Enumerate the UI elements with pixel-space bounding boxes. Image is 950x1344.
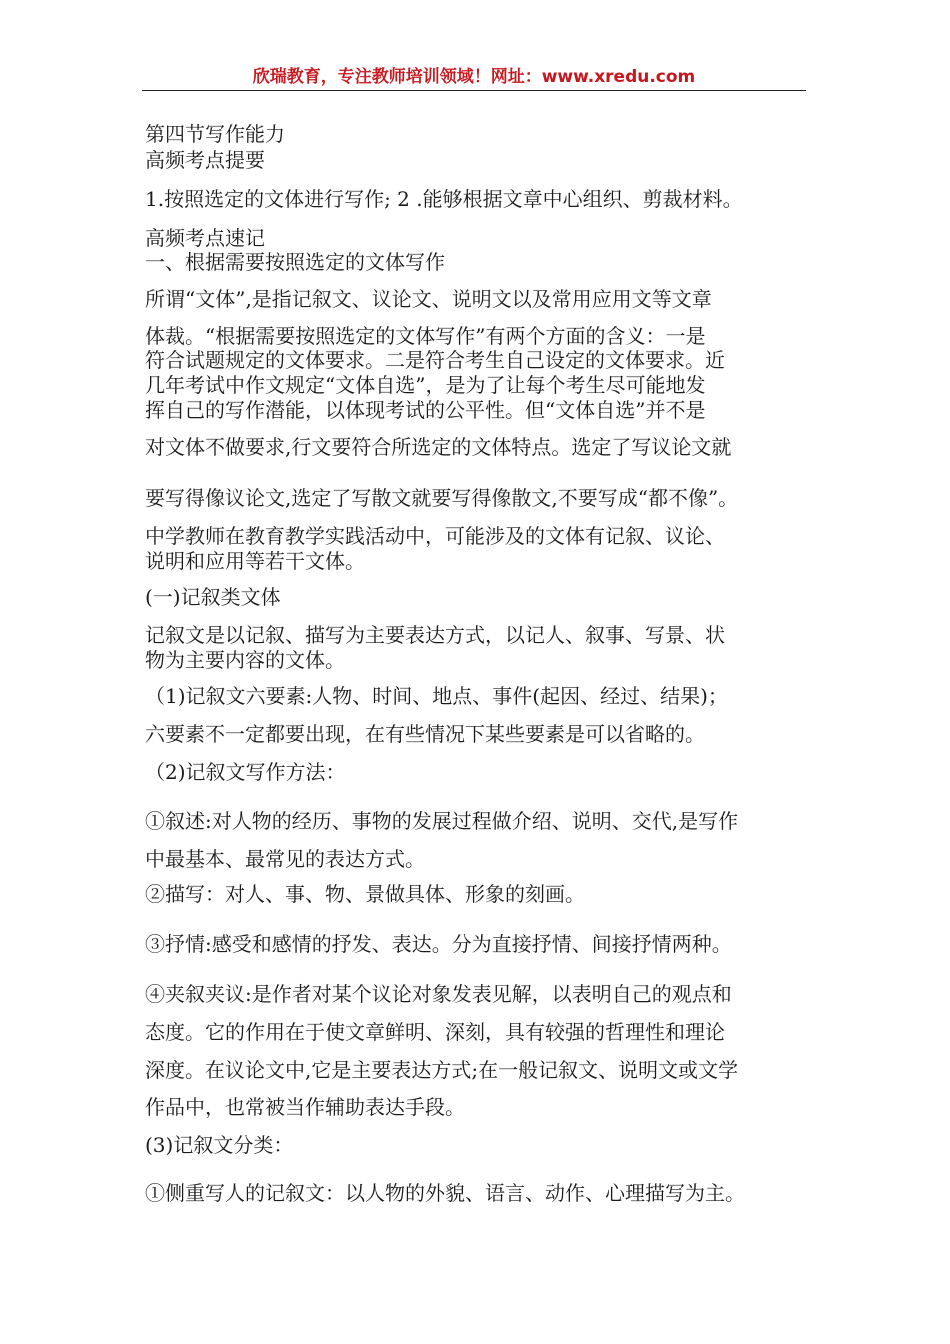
text-line: 要写得像议论文,选定了写散文就要写得像散文,不要写成“都不像”。: [145, 486, 739, 510]
subheading: 高频考点提要: [145, 148, 265, 172]
subheading: （2)记叙文写作方法：: [145, 760, 346, 784]
text-line: ①侧重写人的记叙文：以人物的外貌、语言、动作、心理描写为主。: [145, 1181, 745, 1205]
text-line: 对文体不做要求,行文要符合所选定的文体特点。选定了写议论文就: [145, 435, 732, 459]
text-line: 深度。在议论文中,它是主要表达方式;在一般记叙文、说明文或文学: [145, 1058, 739, 1082]
text-line: 体裁。“根据需要按照选定的文体写作”有两个方面的含义：一是: [145, 324, 706, 348]
text-line: 中最基本、最常见的表达方式。: [145, 847, 425, 871]
text-line: 符合试题规定的文体要求。二是符合考生自己设定的文体要求。近: [145, 348, 725, 372]
text-line: （1)记叙文六要素:人物、时间、地点、事件(起因、经过、结果)；: [145, 684, 728, 708]
text-line: ①叙述:对人物的经历、事物的发展过程做介绍、说明、交代,是写作: [145, 809, 739, 833]
text-line: ④夹叙夹议:是作者对某个议论对象发表见解，以表明自己的观点和: [145, 982, 732, 1006]
text-line: ②描写：对人、事、物、景做具体、形象的刻画。: [145, 882, 585, 906]
text-line: 说明和应用等若干文体。: [145, 549, 365, 573]
subheading: (3)记叙文分类：: [145, 1133, 294, 1157]
section-title: 第四节写作能力: [145, 122, 285, 146]
text-line: ③抒情:感受和感情的抒发、表达。分为直接抒情、间接抒情两种。: [145, 932, 732, 956]
subheading: 一、根据需要按照选定的文体写作: [145, 250, 445, 274]
text-line: 挥自己的写作潜能，以体现考试的公平性。但“文体自选”并不是: [145, 398, 706, 422]
text-line: 记叙文是以记叙、描写为主要表达方式，以记人、叙事、写景、状: [145, 623, 725, 647]
header-rule: [142, 90, 806, 91]
text-line: 1.按照选定的文体进行写作; 2 .能够根据文章中心组织、剪裁材料。: [145, 187, 743, 211]
text-line: 作品中，也常被当作辅助表达手段。: [145, 1095, 465, 1119]
page-header: 欣瑞教育，专注教师培训领域！网址：www.xredu.com: [252, 67, 696, 87]
text-line: 物为主要内容的文体。: [145, 648, 345, 672]
subheading: (一)记叙类文体: [145, 585, 281, 609]
text-line: 态度。它的作用在于使文章鲜明、深刻，具有较强的哲理性和理论: [145, 1020, 725, 1044]
text-line: 几年考试中作文规定“文体自选”，是为了让每个考生尽可能地发: [145, 373, 706, 397]
text-line: 六要素不一定都要出现，在有些情况下某些要素是可以省略的。: [145, 722, 705, 746]
text-line: 所谓“文体”,是指记叙文、议论文、说明文以及常用应用文等文章: [145, 287, 712, 311]
text-line: 中学教师在教育教学实践活动中，可能涉及的文体有记叙、议论、: [145, 524, 725, 548]
subheading: 高频考点速记: [145, 226, 265, 250]
